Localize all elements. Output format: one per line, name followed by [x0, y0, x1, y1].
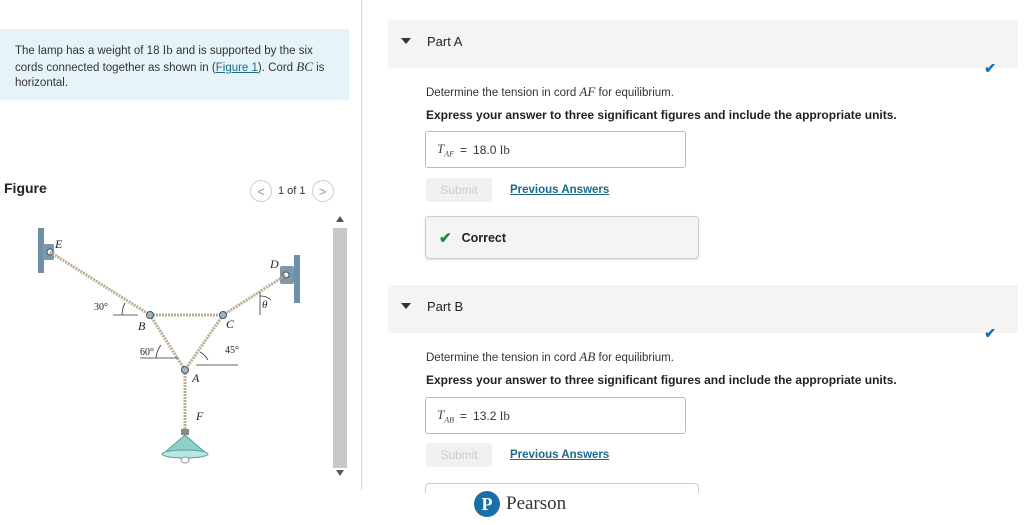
part-b-question-1: Determine the tension in cord — [426, 352, 580, 364]
part-a-header[interactable] — [388, 20, 1018, 76]
part-a-submit-button[interactable]: Submit — [426, 178, 492, 202]
pearson-branding — [474, 491, 566, 517]
figure-heading: Figure — [4, 180, 47, 196]
prev-figure-button[interactable]: < — [250, 180, 272, 202]
label-c: C — [226, 317, 235, 331]
problem-text-3: ). Cord — [257, 62, 297, 74]
label-a: A — [192, 371, 200, 385]
label-30: 30° — [94, 302, 108, 313]
part-b-question — [426, 349, 674, 365]
part-b-question-2: for equilibrium. — [595, 352, 674, 364]
part-b-title: Part B — [427, 299, 464, 314]
pearson-logo-icon: P — [474, 491, 500, 517]
part-a-symbol — [437, 141, 454, 159]
label-60: 60° — [140, 347, 154, 358]
label-f: F — [196, 409, 204, 423]
label-b: B — [138, 319, 146, 333]
caret-down-icon — [401, 38, 411, 44]
part-a-correct-text: Correct — [461, 230, 507, 245]
caret-down-icon — [401, 303, 411, 309]
problem-text-2: and is supported by the six cords connected together as shown in ( — [15, 45, 313, 74]
part-a-title: Part A — [427, 34, 463, 49]
part-b-symbol — [437, 407, 454, 425]
part-a-feedback — [425, 216, 699, 259]
label-45: 45° — [225, 345, 239, 356]
correct-check-icon: ✔ — [439, 229, 452, 247]
label-theta: θ — [262, 299, 268, 311]
part-b-cord: AB — [579, 349, 596, 364]
scroll-down-icon[interactable] — [336, 470, 344, 476]
problem-text-1: The lamp has a weight of 18 — [15, 45, 163, 57]
part-a-equals: = — [460, 142, 468, 157]
check-icon: ✔ — [984, 325, 996, 341]
cord-diagram — [28, 220, 328, 470]
part-a-symbol-letter: T — [437, 140, 445, 156]
lamp-figure — [28, 220, 328, 470]
scroll-up-icon[interactable] — [336, 216, 344, 222]
part-b-equals: = — [460, 408, 468, 423]
figure-scrollbar[interactable] — [333, 214, 347, 484]
part-b-symbol-letter: T — [437, 406, 445, 422]
arc-30 — [122, 303, 125, 315]
joint-a — [182, 367, 189, 374]
part-a-question-1: Determine the tension in cord — [426, 87, 580, 99]
figure-pager — [250, 180, 334, 202]
label-d: D — [270, 257, 279, 271]
cord-bc: BC — [296, 59, 313, 74]
label-e: E — [55, 237, 63, 251]
problem-text-4: is horizontal. — [15, 62, 325, 89]
part-b-instruction: Express your answer to three significant figures and include the appropriate units. — [426, 373, 897, 387]
part-a-cord: AF — [579, 84, 596, 99]
lamp-cap — [181, 429, 189, 435]
right-wall — [294, 255, 300, 303]
lamp-bulb — [181, 457, 189, 463]
weight-unit: lb — [162, 42, 173, 57]
part-a-instruction: Express your answer to three significant figures and include the appropriate units. — [426, 108, 897, 122]
part-b-symbol-sub: AB — [444, 415, 455, 425]
problem-statement — [0, 29, 349, 100]
panel-divider — [361, 0, 362, 490]
part-a-value: 18.0 — [473, 142, 497, 157]
part-a-unit: lb — [499, 141, 510, 157]
part-a-answer-field[interactable] — [425, 131, 686, 168]
figure-link[interactable]: Figure 1 — [215, 62, 258, 74]
part-b-submit-button[interactable]: Submit — [426, 443, 492, 467]
part-a-symbol-sub: AF — [444, 149, 455, 159]
joint-b — [147, 312, 154, 319]
arc-45 — [200, 352, 208, 360]
part-a-question-2: for equilibrium. — [595, 87, 674, 99]
pearson-wordmark: Pearson — [506, 493, 567, 514]
scroll-thumb[interactable] — [333, 228, 347, 468]
next-figure-button[interactable]: > — [312, 180, 334, 202]
figure-page-count: 1 of 1 — [278, 185, 306, 197]
check-icon: ✔ — [984, 60, 996, 76]
part-b-header[interactable] — [388, 285, 1018, 341]
part-a-question — [426, 84, 674, 100]
part-a-previous-answers-link[interactable]: Previous Answers — [510, 184, 610, 196]
cord-ca — [185, 315, 223, 370]
part-b-value: 13.2 — [473, 408, 497, 423]
arc-60 — [156, 345, 161, 358]
part-b-unit: lb — [499, 407, 510, 423]
part-b-previous-answers-link[interactable]: Previous Answers — [510, 449, 610, 461]
cord-cd — [223, 275, 286, 315]
cord-ba — [150, 315, 185, 370]
part-b-answer-field[interactable] — [425, 397, 686, 434]
